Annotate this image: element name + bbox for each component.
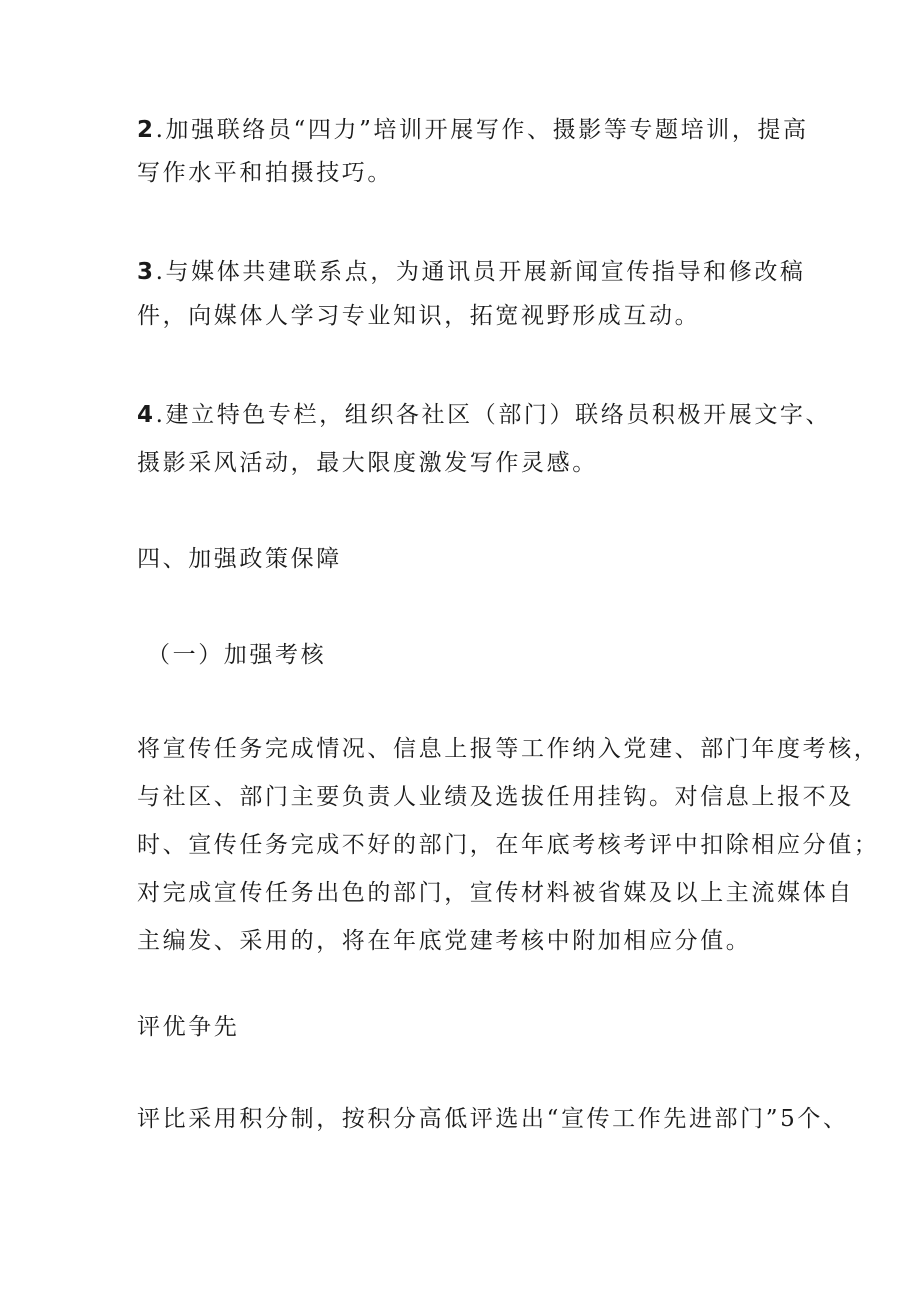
item-2-line-1 [137,115,809,145]
evaluation-line-1: 评比采用积分制，按积分高低评选出“宣传工作先进部门”5个、 [137,1106,849,1132]
assessment-line-5: 主编发、采用的，将在年底党建考核中附加相应分值。 [137,928,752,954]
item-4-text-1: .建立特色专栏，组织各社区（部门）联络员积极开展文字、 [155,402,832,428]
subsection-1-heading: （一）加强考核 [147,642,327,668]
item-3-line-2: 件，向媒体人学习专业知识，拓宽视野形成互动。 [137,303,701,329]
item-3-line-1 [137,257,806,287]
assessment-line-1: 将宣传任务完成情况、信息上报等工作纳入党建、部门年度考核， [137,736,880,762]
item-2-line-2: 写作水平和拍摄技巧。 [137,160,393,186]
assessment-line-3: 时、宣传任务完成不好的部门，在年底考核考评中扣除相应分值； [137,832,880,858]
item-2-number: 2 [137,117,156,143]
evaluation-heading: 评优争先 [137,1014,240,1040]
section-4-heading: 四、加强政策保障 [137,546,342,572]
assessment-line-2: 与社区、部门主要负责人业绩及选拔任用挂钩。对信息上报不及 [137,784,854,810]
item-4-line-1 [137,400,831,430]
assessment-line-4: 对完成宣传任务出色的部门，宣传材料被省媒及以上主流媒体自 [137,880,854,906]
item-3-number: 3 [137,259,156,285]
item-2-text-1: .加强联络员“四力”培训开展写作、摄影等专题培训，提高 [155,117,809,143]
item-4-line-2: 摄影采风活动，最大限度激发写作灵感。 [137,450,598,476]
item-4-number: 4 [137,402,156,428]
item-3-text-1: .与媒体共建联系点，为通讯员开展新闻宣传指导和修改稿 [155,259,806,285]
